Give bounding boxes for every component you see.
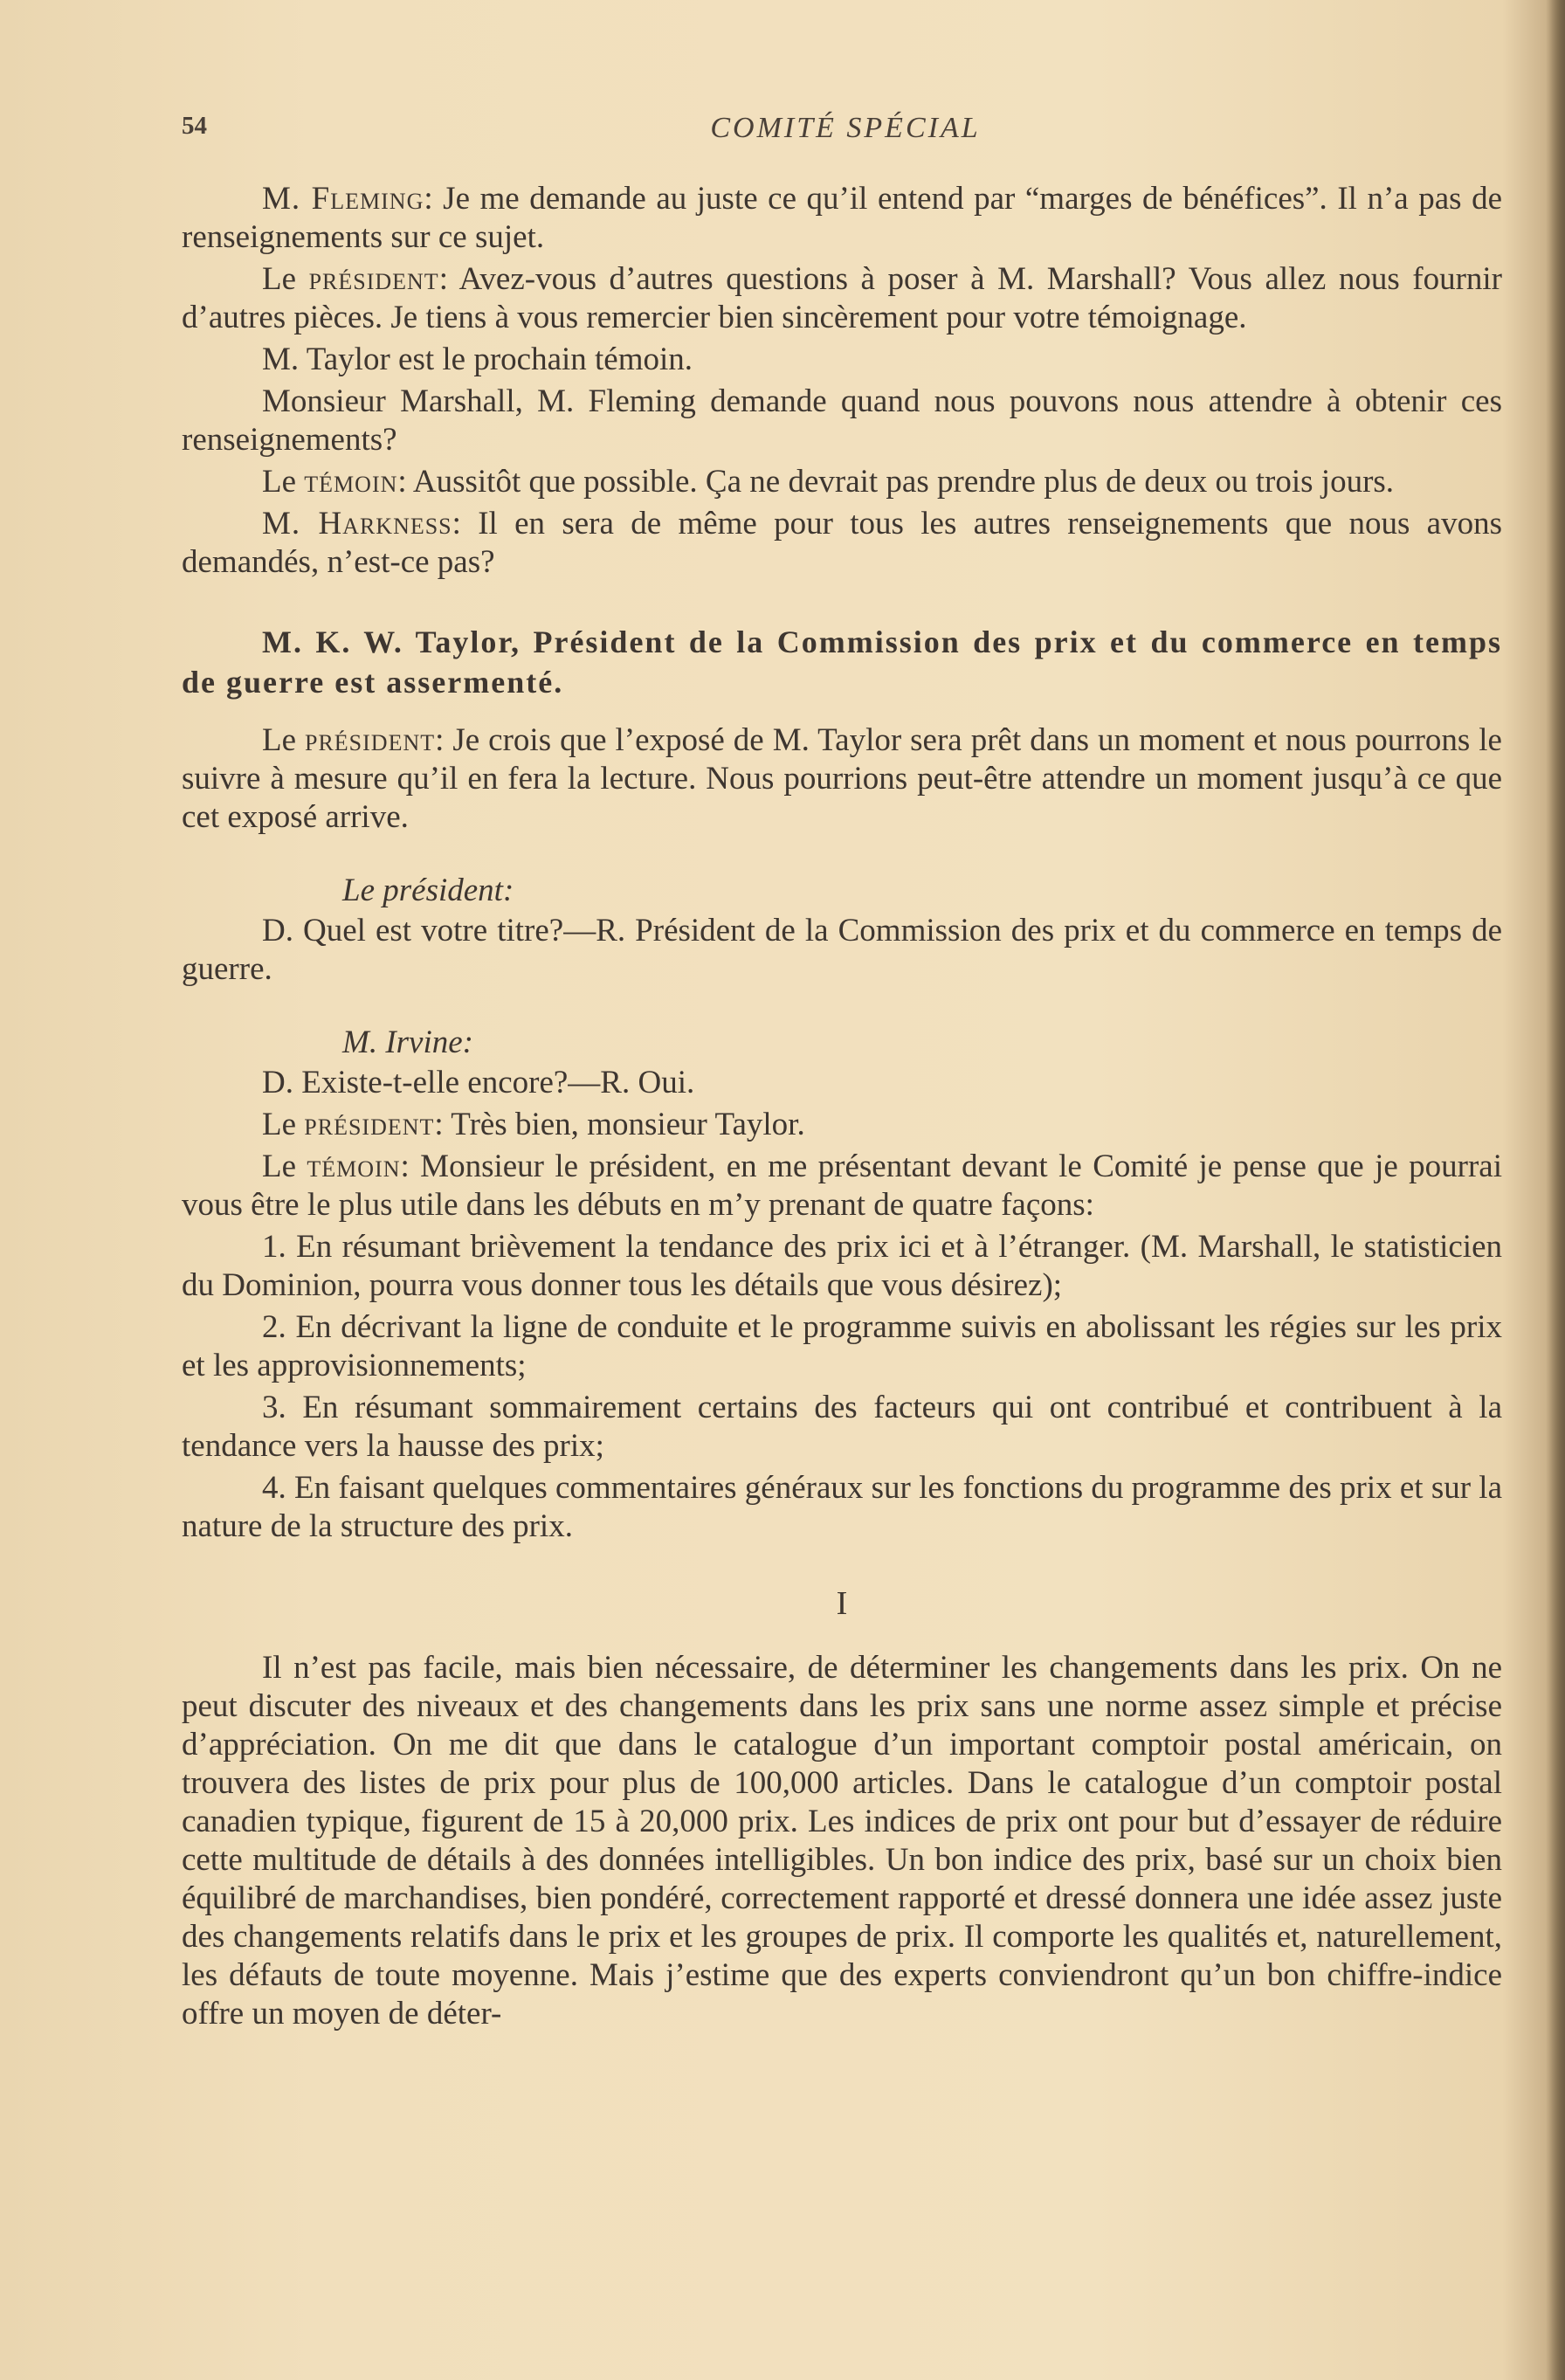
list-item: 1. En résumant brièvement la tendance des prix ici et à l’étranger. (M. Marshall, le statisticien du Dominion, pourra vous donner tous les détails que vous désirez);	[182, 1229, 1502, 1303]
paragraph-text: : Aussitôt que possible. Ça ne devrait pas prendre plus de deux ou trois jours.	[397, 464, 1395, 500]
speaker-prefix: Le	[262, 722, 305, 758]
page-header	[182, 112, 1509, 150]
speaker-prefix: Le	[262, 261, 309, 297]
paragraph: Il n’est pas facile, mais bien nécessaire, de déterminer les changements dans les prix. On ne peut discuter des niveaux et des changements dans les prix sans une norme assez simple et précise d’appréciation. On me dit que dans le catalogue d’un important comptoir postal américain, on trouvera des listes de prix pour plus de 100,000 articles. Dans le catalogue d’un comptoir postal canadien typique, figurent de 15 à 20,000 prix. Les indices de prix ont pour but d’essayer de réduire cette multitude de détails à des données intelligibles. Un bon indice des prix, basé sur un choix bien équilibré de marchandises, bien pondéré, correctement rapporté et dressé donnera une idée assez juste des changements relatifs dans le prix et les groupes de prix. Il comporte les qualités et, naturellement, les défauts de toute moyenne. Mais j’estime que des experts conviendront qu’un bon chiffre-indice offre un moyen de déter-	[182, 1650, 1502, 2032]
speaker-name: témoin	[307, 1149, 401, 1184]
question-answer: D. Quel est votre titre?—R. Président de la Commission des prix et du commerce en temps de guerre.	[182, 913, 1502, 987]
paragraph-text: : Je crois que l’exposé de M. Taylor sera prêt dans un moment et nous pourrons le suivre à mesure qu’il en fera la lecture. Nous pourrions peut-être attendre un moment jusqu’à ce que cet exposé arrive.	[182, 722, 1502, 835]
list-item: 2. En décrivant la ligne de conduite et le programme suivis en abolissant les régies sur les prix et les approvisionnements;	[182, 1309, 1502, 1383]
speaker-prefix: Le	[262, 1107, 305, 1142]
paragraph	[182, 505, 1502, 582]
question-answer: D. Existe-t-elle encore?—R. Oui.	[262, 1065, 695, 1100]
witness-heading: M. K. W. Taylor, Président de la Commission des prix et du commerce en temps de guerre est assermenté.	[182, 624, 1502, 700]
body-text	[182, 180, 1502, 2037]
paragraph-text: : Je me demande au juste ce qu’il entend par “marges de bénéfices”. Il n’a pas de renseignements sur ce sujet.	[182, 181, 1503, 255]
paragraph	[182, 260, 1502, 337]
speaker-prefix: Le	[262, 1149, 307, 1184]
paragraph-text: : Très bien, monsieur Taylor.	[434, 1107, 805, 1142]
speaker-name: président	[305, 722, 436, 758]
page-number: 54	[182, 112, 207, 140]
speaker-name: témoin	[304, 464, 398, 500]
paragraph	[182, 463, 1502, 501]
paragraph	[182, 1106, 1502, 1144]
paragraph	[182, 1148, 1502, 1224]
running-title: COMITÉ SPÉCIAL	[710, 112, 981, 144]
speaker-prefix: Le	[262, 464, 305, 500]
list-item: 3. En résumant sommairement certains des facteurs qui ont contribué et contribuent à la tendance vers la hausse des prix;	[182, 1390, 1502, 1464]
paragraph: M. Taylor est le prochain témoin.	[262, 341, 693, 377]
speaker-name: M. Fleming	[262, 181, 424, 217]
paragraph	[182, 721, 1502, 837]
list-item: 4. En faisant quelques commentaires généraux sur les fonctions du programme des prix et sur la nature de la structure des prix.	[182, 1470, 1502, 1544]
speaker-name: président	[308, 261, 439, 297]
speaker-name: président	[304, 1107, 435, 1142]
questioner-label: Le président:	[342, 873, 514, 908]
page-edge-shadow	[1546, 0, 1565, 2380]
paragraph-text: : Monsieur le président, en me présentant devant le Comité je pense que je pourrai vous être le plus utile dans les débuts en m’y prenant de quatre façons:	[182, 1149, 1503, 1223]
paragraph	[182, 180, 1502, 257]
paragraph-text: : Avez-vous d’autres questions à poser à M. Marshall? Vous allez nous fournir d’autres pièces. Je tiens à vous remercier bien sincèrement pour votre témoignage.	[182, 261, 1502, 335]
speaker-name: M. Harkness	[262, 506, 452, 542]
section-numeral: I	[836, 1585, 848, 1622]
paragraph-text: : Il en sera de même pour tous les autres renseignements que nous avons demandés, n’est-ce pas?	[182, 506, 1503, 580]
questioner-label: M. Irvine:	[342, 1024, 473, 1060]
paragraph: Monsieur Marshall, M. Fleming demande quand nous pouvons nous attendre à obtenir ces renseignements?	[182, 383, 1502, 458]
